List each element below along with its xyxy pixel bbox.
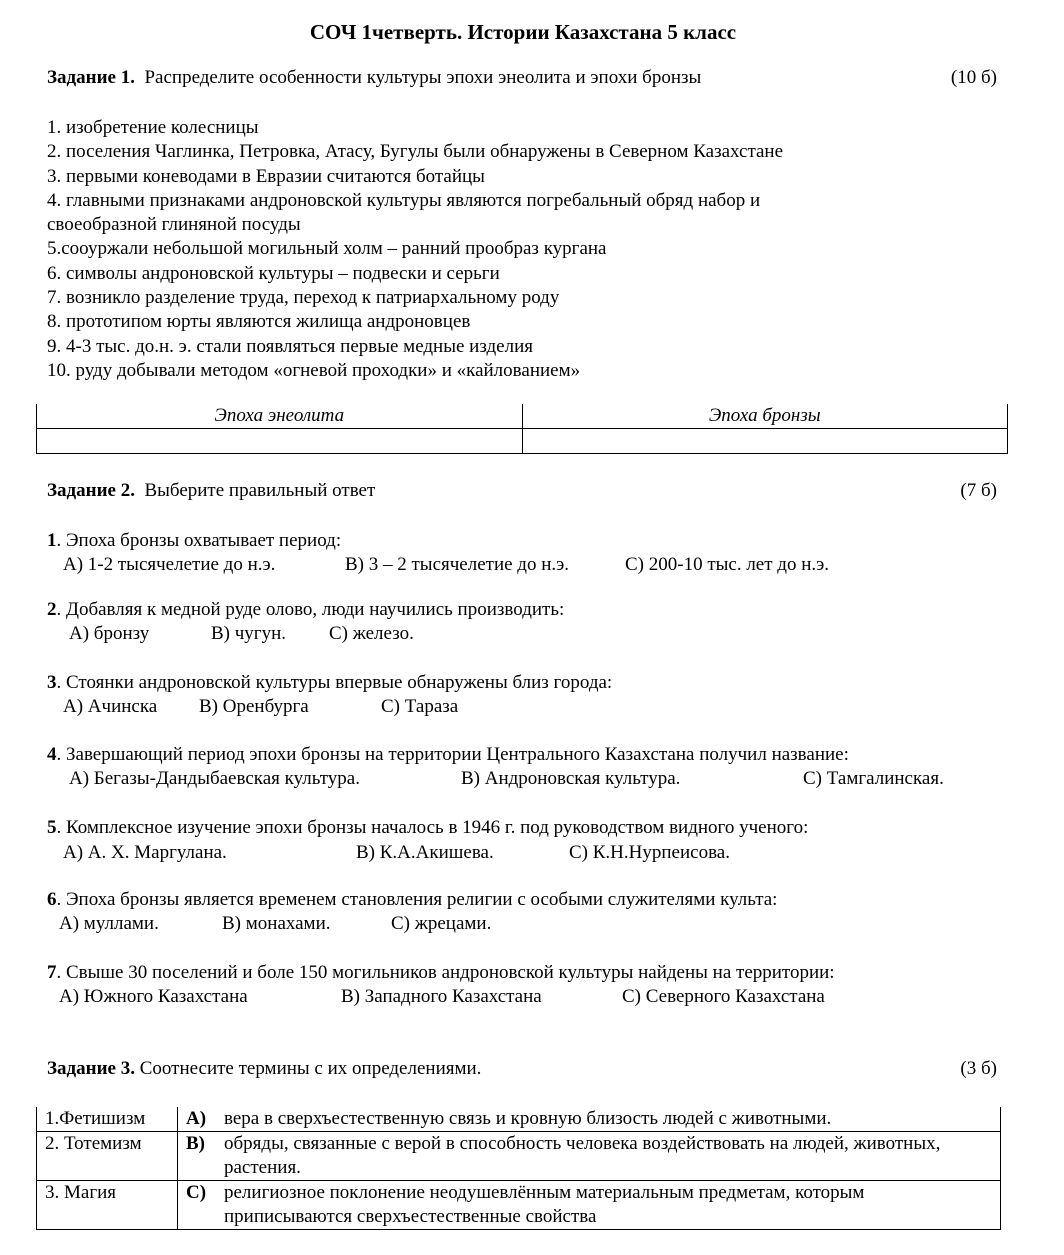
- definition-cell: [178, 1181, 1001, 1230]
- question-4: [47, 745, 849, 764]
- question-text: . Стоянки андроновской культуры впервые обнаружены близ города:: [56, 672, 613, 693]
- table-row: [37, 1132, 1001, 1181]
- task3-text: Соотнесите термины с их определениями.: [139, 1058, 482, 1079]
- list-item: 10. руду добывали методом «огневой проходки» и «кайлованием»: [47, 359, 581, 381]
- list-item: 1. изобретение колесницы: [47, 117, 259, 138]
- page-title: СОЧ 1четверть. Истории Казахстана 5 класс: [309, 20, 737, 44]
- header-eneolithic: Эпоха энеолита: [37, 404, 523, 429]
- answer-cell-eneolithic[interactable]: [37, 429, 523, 454]
- list-item: 9. 4-3 тыс. до.н. э. стали появляться первые медные изделия: [47, 335, 533, 357]
- q7-option-a[interactable]: А) Южного Казахстана: [59, 986, 248, 1007]
- list-item: 5.сооуржали небольшой могильный холм – ранний прообраз кургана: [47, 238, 607, 260]
- question-number: 1: [47, 530, 57, 551]
- q2-option-b[interactable]: В) чугун.: [211, 623, 287, 644]
- term-cell: 1.Фетишизм: [37, 1107, 178, 1132]
- term-cell: 3. Магия: [37, 1181, 178, 1230]
- task2-label: Задание 2.: [47, 480, 135, 501]
- question-text: . Эпоха бронзы охватывает период:: [56, 530, 342, 551]
- list-item: своеобразной глиняной посуды: [47, 214, 301, 236]
- task1-heading: [47, 68, 701, 87]
- question-number: 2: [47, 599, 57, 620]
- q4-option-c[interactable]: С) Тамгалинская.: [803, 768, 944, 789]
- definition-text: вера в сверхъестественную связь и кровную близость людей с животными.: [224, 1108, 832, 1129]
- list-item: 3. первыми коневодами в Евразии считаются ботайцы: [47, 165, 485, 187]
- question-text: . Свыше 30 поселений и боле 150 могильников андроновской культуры найдены на территории:: [56, 962, 835, 983]
- q3-option-c[interactable]: С) Тараза: [381, 696, 459, 717]
- q6-option-c[interactable]: С) жрецами.: [391, 913, 492, 934]
- task3-label: Задание 3.: [47, 1058, 135, 1079]
- task2-heading: [47, 481, 375, 500]
- q7-option-c[interactable]: С) Северного Казахстана: [622, 986, 825, 1007]
- list-item: 6. символы андроновской культуры – подвески и серьги: [47, 262, 500, 284]
- question-7: [47, 963, 835, 982]
- list-item: 7. возникло разделение труда, переход к патриархальному роду: [47, 287, 560, 309]
- definition-letter: В): [186, 1133, 205, 1154]
- question-text: . Комплексное изучение эпохи бронзы началось в 1946 г. под руководством видного ученого:: [56, 817, 809, 838]
- list-item: 2. поселения Чаглинка, Петровка, Атасу, Бугулы были обнаружены в Северном Казахстане: [47, 141, 784, 163]
- task1-list: [47, 116, 783, 383]
- q5-option-b[interactable]: В) К.А.Акишева.: [356, 842, 494, 863]
- q1-option-c[interactable]: С) 200-10 тыс. лет до н.э.: [625, 554, 830, 575]
- q5-option-c[interactable]: С) К.Н.Нурпеисова.: [569, 842, 730, 863]
- term-cell: 2. Тотемизм: [37, 1132, 178, 1181]
- q3-option-b[interactable]: В) Оренбурга: [199, 696, 309, 717]
- answer-cell-bronze[interactable]: [522, 429, 1008, 454]
- question-number: 5: [47, 817, 57, 838]
- q4-option-b[interactable]: В) Андроновская культура.: [461, 768, 681, 789]
- question-number: 6: [47, 889, 57, 910]
- definition-letter: А): [186, 1108, 207, 1129]
- q2-option-a[interactable]: А) бронзу: [69, 623, 150, 644]
- question-3: [47, 673, 612, 692]
- table-row: [37, 1107, 1001, 1132]
- q1-option-a[interactable]: А) 1-2 тысячелетие до н.э.: [63, 554, 276, 575]
- task2-points: (7 б): [960, 480, 997, 501]
- q7-option-b[interactable]: В) Западного Казахстана: [341, 986, 542, 1007]
- question-2: [47, 600, 564, 619]
- epoch-table: [36, 404, 1008, 454]
- question-1: [47, 531, 341, 550]
- q5-option-a[interactable]: А) А. Х. Маргулана.: [63, 842, 227, 863]
- q4-option-a[interactable]: А) Бегазы-Дандыбаевская культура.: [69, 768, 360, 789]
- header-bronze: Эпоха бронзы: [522, 404, 1008, 429]
- table-row: [37, 1181, 1001, 1230]
- definition-text: обряды, связанные с верой в способность человека воздействовать на людей, животных, растения.: [224, 1133, 941, 1178]
- q3-option-a[interactable]: А) Ачинска: [63, 696, 158, 717]
- task3-points: (3 б): [960, 1058, 997, 1079]
- definition-cell: [178, 1107, 1001, 1132]
- list-item: 4. главными признаками андроновской культуры являются погребальный обряд набор и: [47, 189, 761, 211]
- q6-option-a[interactable]: А) муллами.: [59, 913, 159, 934]
- question-text: . Завершающий период эпохи бронзы на территории Центрального Казахстана получил название:: [56, 744, 849, 765]
- question-number: 4: [47, 744, 57, 765]
- question-5: [47, 818, 808, 837]
- task3-heading: [47, 1059, 481, 1078]
- question-text: . Добавляя к медной руде олово, люди научились производить:: [56, 599, 565, 620]
- q2-option-c[interactable]: С) железо.: [329, 623, 414, 644]
- definition-text: религиозное поклонение неодушевлённым материальным предметам, которым приписываются сверхъестественные свойства: [224, 1182, 865, 1227]
- question-6: [47, 890, 777, 909]
- q1-option-b[interactable]: В) 3 – 2 тысячелетие до н.э.: [345, 554, 570, 575]
- question-number: 3: [47, 672, 57, 693]
- question-text: . Эпоха бронзы является временем становления религии с особыми служителями культа:: [56, 889, 778, 910]
- task2-text: Выберите правильный ответ: [144, 480, 376, 501]
- definition-letter: С): [186, 1182, 207, 1203]
- terms-table: [36, 1107, 1001, 1230]
- task1-points: (10 б): [950, 67, 997, 88]
- question-number: 7: [47, 962, 57, 983]
- task1-text: Распределите особенности культуры эпохи энеолита и эпохи бронзы: [144, 67, 702, 88]
- task1-label: Задание 1.: [47, 67, 135, 88]
- list-item: 8. прототипом юрты являются жилища андроновцев: [47, 311, 471, 333]
- q6-option-b[interactable]: В) монахами.: [222, 913, 331, 934]
- definition-cell: [178, 1132, 1001, 1181]
